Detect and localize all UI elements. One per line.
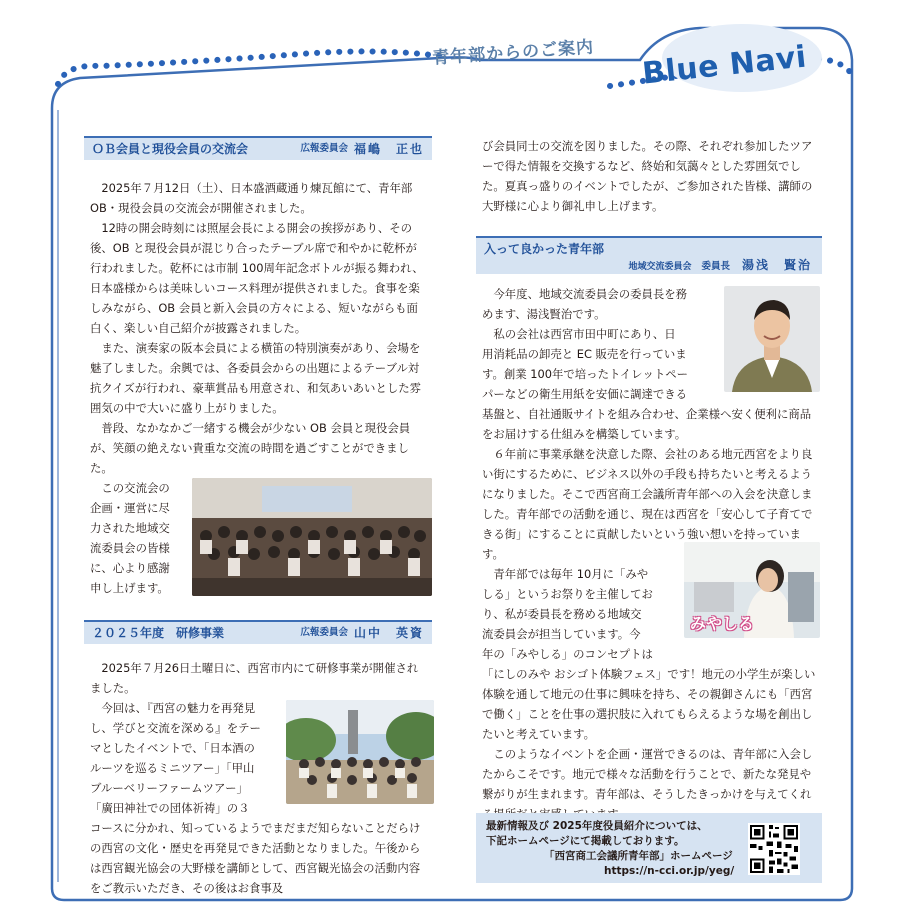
group-photo-exchange — [192, 478, 432, 596]
section3-wrap-c — [482, 564, 682, 664]
closing-line: 力された地域交 — [90, 521, 170, 535]
wrap-line: 青年部では毎年 10月に「みや — [493, 567, 649, 581]
section1-title: ＯＢ会員と現役会員の交流会 — [92, 142, 249, 156]
wrap-line: 今年度、地域交流委員会の委員長を務 — [493, 287, 688, 301]
wrap-line: 今回は、『西宮の魅力を再発見 — [101, 701, 256, 715]
info-line: 下記ホームページにて掲載しております。 — [486, 835, 685, 847]
section2-author: 山中 英資 — [353, 626, 424, 640]
closing-line: 企画・運営に尽 — [90, 501, 170, 515]
right-column — [476, 136, 822, 824]
section3-paragraph: ６年前に事業承継を決意した際、会社のある地元西宮をより良い街にするために、ビジネス以外の手段も持ちたいと考えるようになりました。そこで西宮商工会議所青年部への入会を決意しました。青年部での活動を通じ、現在は西宮を「安心して子育てできる街」にすることに貢献したいという強い想いを持っています。 — [482, 447, 813, 561]
section2-wrap — [90, 698, 286, 818]
blue-navi-logo: Blue Navi — [640, 39, 809, 92]
section2-paragraph: 2025年７月26日土曜日に、西宮市内にて研修事業が開催されました。 — [90, 661, 419, 695]
miyashiru-caption: みやしる — [690, 614, 755, 633]
qr-code-icon[interactable] — [748, 823, 800, 875]
wrap-line: ブルーベリーファームツアー」 — [90, 781, 248, 795]
miyashiru-photo — [684, 542, 820, 638]
wrap-line: 流委員会が担当しています。今 — [482, 627, 641, 641]
section1-header — [84, 136, 432, 160]
section3-committee: 地域交流委員会 — [628, 262, 692, 272]
closing-line: 流委員会の皆様 — [90, 541, 170, 555]
section2-paragraph: コースに分かれ、知っているようでまだまだ知らないことだらけの西宮の文化・歴史を再発見できた活動となりました。午後からは西宮観光協会の大野様を講師として、西宮観光協会の活動内容をご教示いただき、その後はお食事及 — [90, 821, 421, 895]
section3-paragraph: 基盤と、自社通販サイトを組み合わせ、企業様へ安く便利に商品をお届けする仕組みを構築しています。 — [482, 407, 812, 441]
info-line: 最新情報及び 2025年度役員紹介については、 — [486, 820, 708, 832]
wrap-line: り、私が委員長を務める地域交 — [482, 607, 642, 621]
section1-paragraph: 12時の開会時刻には照屋会長による開会の挨拶があり、その後、OB と現役会員が混じり合ったテーブル席で和やかに乾杯が行われました。乾杯には市制 100周年記念ボトルが振る舞われ、日本盛様からは美味しいコース料理が提供されました。食事を楽しみながら、OB 会員と新入会員の方々による、短いながらも面白く、楽しい自己紹介が披露されました。 — [90, 221, 424, 335]
group-photo-training — [286, 700, 434, 804]
wrap-line: し、学びと交流を深める』をテー — [90, 721, 261, 735]
section1-closing — [90, 478, 190, 598]
info-line-homepage: 「西宮商工会議所青年部」ホームページ — [544, 850, 733, 862]
section2-header — [84, 620, 432, 644]
wrap-line: めます、湯浅賢治です。 — [482, 307, 606, 321]
section1-committee: 広報委員会 — [300, 143, 348, 154]
section2-continued-paragraph: び会員同士の交流を図りました。その際、それぞれ参加したツアーで得た情報を交換するなど、終始和気藹々とした雰囲気でした。夏真っ盛りのイベントでしたが、ご参加された皆様、講師の大野様に心より御礼申し上げます。 — [482, 139, 813, 213]
section3-byline — [629, 257, 812, 275]
wrap-line: す。創業 100年で培ったトイレットペー — [482, 367, 689, 381]
wrap-line: ルーツを巡るミニツアー」「甲山 — [90, 761, 255, 775]
closing-line: 申し上げます。 — [90, 581, 169, 595]
wrap-line: パーなどの衛生用紙を安価に調達できる — [482, 387, 688, 401]
section2-continued — [476, 136, 822, 216]
header-subtitle: 青年部からのご案内 — [431, 37, 595, 69]
wrap-line: 私の会社は西宮市田中町にあり、日 — [493, 327, 676, 341]
section2-title: ２０２５年度 研修事業 — [92, 626, 225, 640]
section3-header — [476, 236, 822, 274]
section1-paragraph: また、演奏家の阪本会員による横笛の特別演奏があり、会場を魅了しました。余興では、各委員会からの出題によるテーブル対抗クイズが行われ、豪華賞品も用意され、和気あいあいとした雰囲気の中で大いに盛り上がりました。 — [90, 341, 422, 415]
closing-line: に、心より感謝 — [90, 561, 170, 575]
wrap-line: 年の「みやしる」のコンセプトは — [482, 647, 653, 661]
wrap-line: しる」というお祭りを主催してお — [482, 587, 653, 601]
section1-author: 福嶋 正也 — [353, 142, 424, 156]
section3-author: 湯浅 賢治 — [741, 258, 812, 272]
section3-role: 委員長 — [701, 261, 731, 272]
section1-paragraph: 2025年７月12日（土）、日本盛酒蔵通り煉瓦館にて、青年部 OB・現役会員の交流会が開催されました。 — [90, 181, 413, 215]
section3-title: 入って良かった青年部 — [484, 242, 605, 256]
wrap-line: マとしたイベントで、「日本酒の — [90, 741, 255, 755]
section1-paragraph: 普段、なかなかご一緒する機会が少ない OB 会員と現役会員が、笑顔の絶えない貴重な交流の時間を過ごすことができました。 — [90, 421, 411, 475]
closing-line: この交流会の — [101, 481, 170, 495]
section3-paragraph: 「にしのみや おシゴト体験フェス」です！地元の小学生が楽しい体験を通して地元の仕事に興味を持ち、その親御さんにも「西宮で働く」ことを仕事の選択肢に入れてもらえるような場を創出したいと考えています。 — [482, 667, 816, 741]
section2-committee: 広報委員会 — [300, 627, 348, 638]
homepage-link[interactable]: https://n-cci.or.jp/yeg/ — [604, 865, 735, 877]
wrap-line: 「廣田神社での団体祈祷」の３ — [90, 801, 250, 815]
wrap-line: 用消耗品の卸売と EC 販売を行っていま — [482, 347, 687, 361]
section3-paragraph: このようなイベントを企画・運営できるのは、青年部に入会したからこそです。地元で様々な活動を行うことで、新たな発見や繋がりが生まれます。青年部は、そうしたきっかけを与えてくれ — [482, 747, 813, 801]
section3-wrap-a — [482, 284, 722, 404]
portrait-photo — [724, 286, 820, 392]
